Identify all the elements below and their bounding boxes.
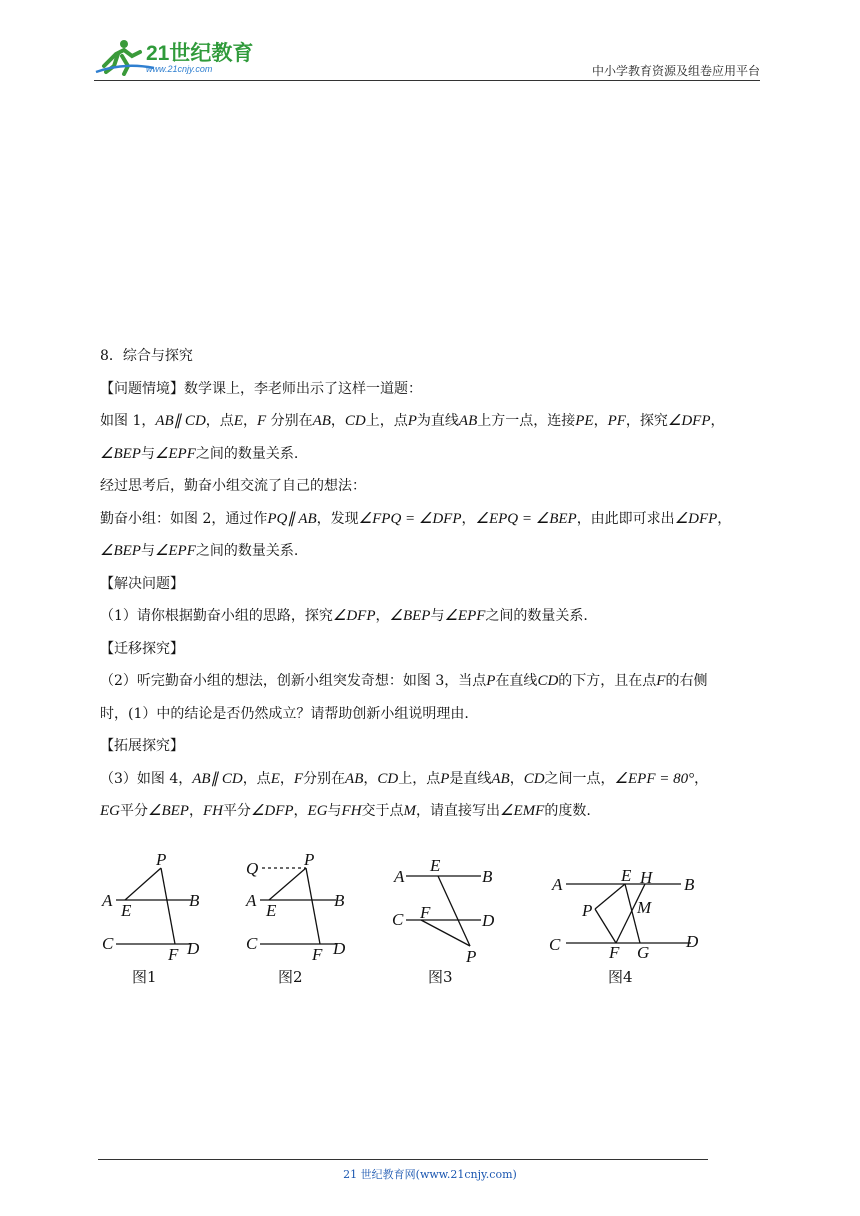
math-expression: CD [537, 673, 559, 689]
text-fragment: 分别在 [266, 413, 313, 429]
math-expression: AB [312, 413, 331, 429]
transfer-heading: 【迁移探究】 [100, 640, 184, 657]
text-fragment: 之间的数量关系. [195, 445, 299, 462]
math-expression: AB∥ CD [192, 770, 243, 787]
math-expression: PF [607, 413, 626, 429]
math-expression: EG [307, 803, 328, 819]
solve-heading: 【解决问题】 [100, 575, 184, 592]
sub-question-2-line-1 [100, 665, 764, 698]
group-intro: 经过思考后，勤奋小组交流了自己的想法： [100, 478, 366, 494]
text-fragment: 勤奋小组：如图 2，通过作 [100, 510, 268, 527]
math-expression: E [270, 770, 280, 787]
math-expression: F [256, 413, 267, 429]
math-expression: CD [377, 770, 399, 787]
math-expression: ∠BEP [148, 803, 189, 819]
group-line-2 [100, 535, 764, 568]
math-expression: ∠DFP [674, 510, 718, 527]
text-fragment: ， [242, 413, 257, 429]
text-fragment: 上，点 [365, 413, 408, 429]
extend-heading: 【拓展探究】 [100, 738, 184, 754]
point-label: A [394, 867, 405, 886]
sub-question-1 [100, 600, 764, 633]
point-label: P [466, 947, 477, 966]
math-expression: ∠EPF = 80° [614, 770, 695, 787]
figure-4-caption: 图4 [608, 968, 633, 986]
math-expression: P [440, 770, 450, 787]
text-fragment: 与 [140, 445, 155, 462]
logo-text: 21世纪教育 [146, 42, 254, 65]
site-logo [94, 36, 269, 76]
text-fragment: 如图 1， [100, 413, 156, 429]
math-expression: AB∥ CD [155, 413, 206, 429]
figure-1 [101, 850, 200, 986]
point-label: F [609, 943, 620, 962]
text-fragment: ，点 [205, 413, 234, 429]
problem-number-title: 8．综合与探究 [100, 348, 193, 364]
math-expression: ∠BEP [389, 608, 431, 624]
text-fragment: 在直线 [495, 673, 538, 689]
point-label: P [156, 850, 167, 869]
math-expression: ∠EPF [154, 445, 196, 462]
header-platform-name: 中小学教育资源及组卷应用平台 [591, 64, 760, 78]
sub-question-3-line-2 [100, 795, 764, 828]
figure-2 [245, 850, 346, 986]
point-label: P [304, 850, 315, 869]
math-expression: PQ∥ AB [267, 510, 317, 527]
point-label: C [102, 934, 114, 953]
text-fragment: 是直线 [449, 770, 492, 787]
text-fragment: ， [375, 608, 390, 624]
point-label: A [102, 891, 113, 910]
text-fragment: 分别在 [303, 770, 346, 787]
figure-3 [392, 856, 495, 986]
text-fragment: 平分 [120, 803, 148, 819]
point-label: E [430, 856, 441, 875]
math-expression: ∠EMF [500, 803, 545, 819]
question-line-2 [100, 438, 764, 471]
point-label: C [246, 934, 258, 953]
text-fragment: 为直线 [416, 413, 459, 429]
math-expression: CD [344, 413, 366, 429]
sub-question-3-line-1 [100, 763, 764, 796]
math-expression: ∠EPQ = ∠BEP [475, 510, 577, 527]
text-fragment: 与 [140, 543, 155, 559]
geometry-figures [96, 850, 716, 1000]
point-label: F [420, 903, 431, 922]
math-expression: ∠FPQ = ∠DFP [358, 510, 462, 527]
math-expression: ∠DFP [332, 608, 376, 624]
text-fragment: ， [461, 510, 476, 527]
math-expression: PE [575, 413, 594, 429]
point-label: B [189, 891, 200, 910]
text-fragment: 与 [430, 608, 445, 624]
text-fragment: 的度数. [544, 803, 591, 819]
text-fragment: 与 [327, 803, 342, 819]
text-fragment: ， [710, 413, 725, 429]
text-fragment: ， [330, 413, 345, 429]
point-label: M [637, 898, 652, 917]
point-label: E [621, 866, 632, 885]
text-fragment: ，发现 [316, 510, 359, 527]
math-expression: F [293, 770, 304, 787]
figure-4 [549, 866, 699, 986]
question-line-1 [100, 405, 764, 438]
point-label: F [168, 945, 179, 964]
math-expression: AB [491, 770, 510, 787]
math-expression: ∠EPF [444, 608, 486, 624]
math-expression: AB [345, 770, 364, 787]
math-expression: AB [458, 413, 478, 429]
text-fragment: ，由此即可求出 [576, 510, 675, 527]
point-label: D [187, 939, 200, 958]
math-expression: ∠BEP [100, 445, 141, 462]
text-fragment: （1）请你根据勤奋小组的思路，探究 [100, 608, 333, 624]
math-expression: EG [100, 803, 120, 819]
text-fragment: ， [293, 803, 308, 819]
point-label: H [640, 868, 653, 887]
text-fragment: ， [279, 770, 294, 787]
text-fragment: 的右侧 [665, 673, 708, 689]
text-fragment: ， [593, 413, 608, 429]
footer-divider [98, 1159, 708, 1160]
point-label: A [552, 875, 563, 894]
point-label: G [637, 943, 650, 962]
point-label: D [686, 932, 699, 951]
text-fragment: （3）如图 4， [100, 770, 193, 787]
point-label: E [266, 901, 277, 920]
logo-url: www.21cnjy.com [146, 64, 213, 74]
math-expression: ∠BEP [100, 543, 141, 559]
text-fragment: ，探究 [625, 413, 668, 429]
point-label: B [482, 867, 493, 886]
math-expression: P [407, 413, 417, 429]
math-expression: ∠DFP [667, 413, 711, 429]
figure-3-caption: 图3 [428, 968, 453, 986]
point-label: P [582, 901, 593, 920]
text-fragment: ， [363, 770, 378, 787]
header-divider [94, 80, 760, 81]
text-fragment: ， [509, 770, 524, 787]
text-fragment: 之间的数量关系. [195, 543, 299, 559]
math-expression: FH [341, 803, 362, 819]
text-fragment: ， [694, 770, 709, 787]
text-fragment: 之间的数量关系. [485, 608, 588, 624]
text-fragment: 之间一点， [544, 770, 615, 787]
point-label: C [549, 935, 561, 954]
scenario-heading: 【问题情境】 [100, 380, 184, 397]
math-expression: FH [202, 803, 223, 819]
math-expression: CD [523, 770, 545, 787]
point-label: C [392, 910, 404, 929]
point-label: Q [246, 859, 259, 878]
text-fragment: （2）听完勤奋小组的想法，创新小组突发奇想：如图 3，当点 [100, 673, 487, 689]
point-label: A [246, 891, 257, 910]
point-label: D [482, 911, 495, 930]
scenario-text: 数学课上，李老师出示了这样一道题： [184, 380, 422, 397]
text-fragment: 上方一点，连接 [477, 413, 576, 429]
figure-1-caption: 图1 [132, 968, 157, 986]
text-fragment: ，点 [242, 770, 271, 787]
text-fragment: ， [188, 803, 203, 819]
text-fragment: ， [717, 510, 732, 527]
problem-body [100, 340, 764, 828]
text-fragment: ，请直接写出 [416, 803, 501, 819]
scenario-paragraph [100, 373, 764, 406]
text-fragment: 平分 [222, 803, 251, 819]
point-label: E [121, 901, 132, 920]
sub-question-2-line-2: 时，(1）中的结论是否仍然成立？请帮助创新小组说明理由. [100, 705, 469, 722]
text-fragment: 交于点 [361, 803, 404, 819]
math-expression: ∠DFP [250, 803, 294, 819]
math-expression: P [486, 673, 496, 689]
math-expression: ∠EPF [154, 543, 196, 559]
point-label: B [684, 875, 695, 894]
text-fragment: 的下方，且在点 [558, 673, 657, 689]
math-expression: M [403, 803, 417, 819]
figure-2-caption: 图2 [278, 968, 303, 986]
math-expression: E [233, 413, 243, 429]
footer-link[interactable]: 21 世纪教育网(www.21cnjy.com) [343, 1168, 517, 1181]
point-label: B [334, 891, 345, 910]
point-label: F [312, 945, 323, 964]
point-label: D [333, 939, 346, 958]
text-fragment: 上，点 [398, 770, 441, 787]
group-line-1 [100, 503, 764, 536]
math-expression: F [656, 673, 666, 689]
